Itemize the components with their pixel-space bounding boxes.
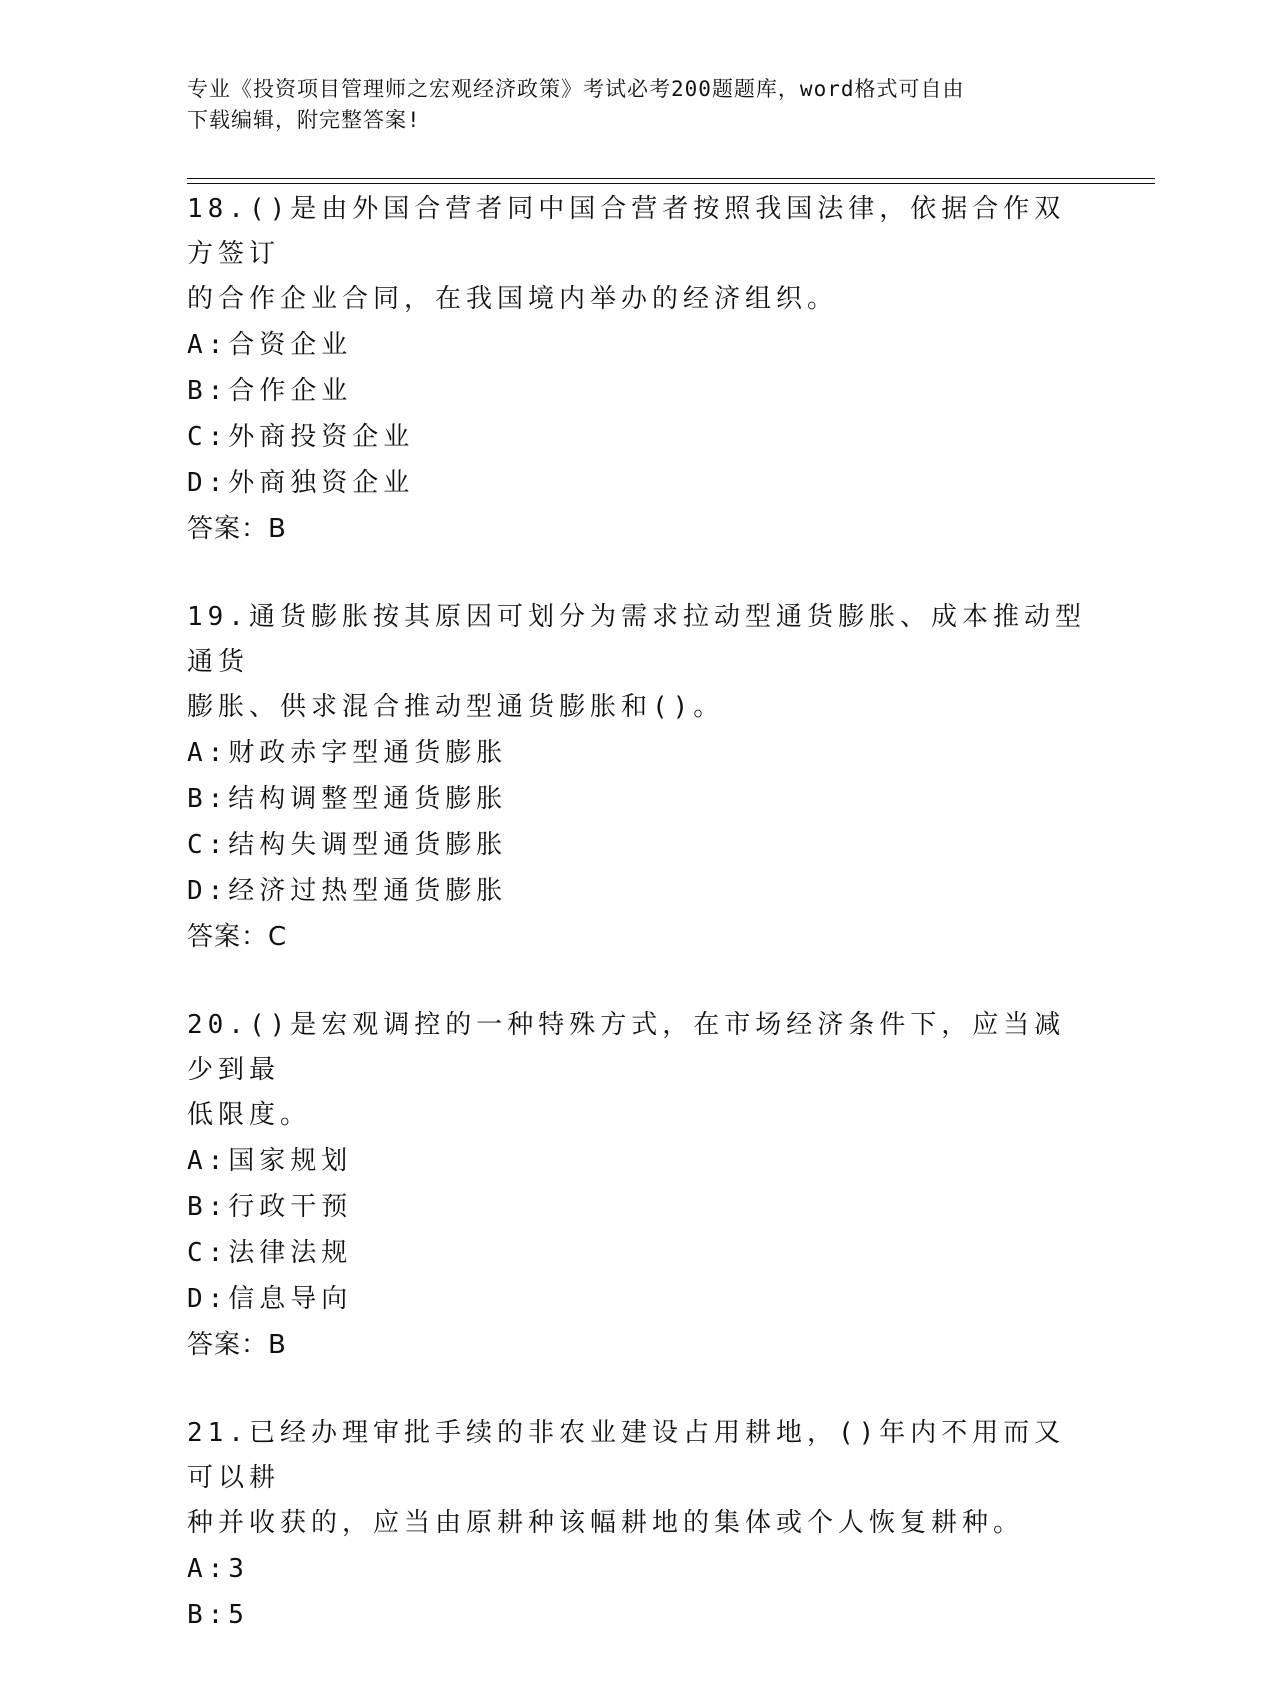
answer-line: 答案：B bbox=[187, 1330, 287, 1360]
option-c: C:外商投资企业 bbox=[187, 422, 415, 452]
header-line-2: 下载编辑，附完整答案! bbox=[187, 108, 421, 132]
option-b: B:合作企业 bbox=[187, 376, 353, 406]
question-stem-line: 19.通货膨胀按其原因可划分为需求拉动型通货膨胀、成本推动型通货 bbox=[187, 602, 1086, 677]
question-stem-line: 种并收获的，应当由原耕种该幅耕地的集体或个人恢复耕种。 bbox=[187, 1508, 1025, 1538]
option-b: B:5 bbox=[187, 1600, 249, 1630]
option-c: C:法律法规 bbox=[187, 1238, 353, 1268]
question-stem-line: 20.()是宏观调控的一种特殊方式，在市场经济条件下，应当减少到最 bbox=[187, 1010, 1066, 1085]
question-stem-line: 18.()是由外国合营者同中国合营者按照我国法律，依据合作双方签订 bbox=[187, 194, 1066, 269]
option-b: B:行政干预 bbox=[187, 1192, 353, 1222]
header-divider-top bbox=[187, 178, 1155, 179]
header-divider-bottom bbox=[187, 183, 1155, 184]
answer-line: 答案：B bbox=[187, 514, 287, 544]
option-c: C:结构失调型通货膨胀 bbox=[187, 830, 508, 860]
header-line-1: 专业《投资项目管理师之宏观经济政策》考试必考200题题库，word格式可自由 bbox=[187, 77, 965, 101]
question-list bbox=[187, 187, 1087, 1681]
option-a: A:合资企业 bbox=[187, 330, 353, 360]
option-a: A:财政赤字型通货膨胀 bbox=[187, 738, 508, 768]
question-20 bbox=[187, 1003, 1087, 1368]
question-18 bbox=[187, 187, 1087, 552]
question-19 bbox=[187, 595, 1087, 960]
question-stem-line: 21.已经办理审批手续的非农业建设占用耕地，()年内不用而又可以耕 bbox=[187, 1418, 1066, 1493]
question-stem-line: 膨胀、供求混合推动型通货膨胀和()。 bbox=[187, 692, 725, 722]
document-header bbox=[187, 74, 1077, 136]
option-a: A:国家规划 bbox=[187, 1146, 353, 1176]
question-stem-line: 的合作企业合同，在我国境内举办的经济组织。 bbox=[187, 284, 839, 314]
option-b: B:结构调整型通货膨胀 bbox=[187, 784, 508, 814]
option-a: A:3 bbox=[187, 1554, 249, 1584]
option-d: D:经济过热型通货膨胀 bbox=[187, 876, 508, 906]
question-stem-line: 低限度。 bbox=[187, 1100, 312, 1130]
option-d: D:信息导向 bbox=[187, 1284, 353, 1314]
question-21 bbox=[187, 1411, 1087, 1638]
option-d: D:外商独资企业 bbox=[187, 468, 415, 498]
answer-line: 答案：C bbox=[187, 922, 288, 952]
